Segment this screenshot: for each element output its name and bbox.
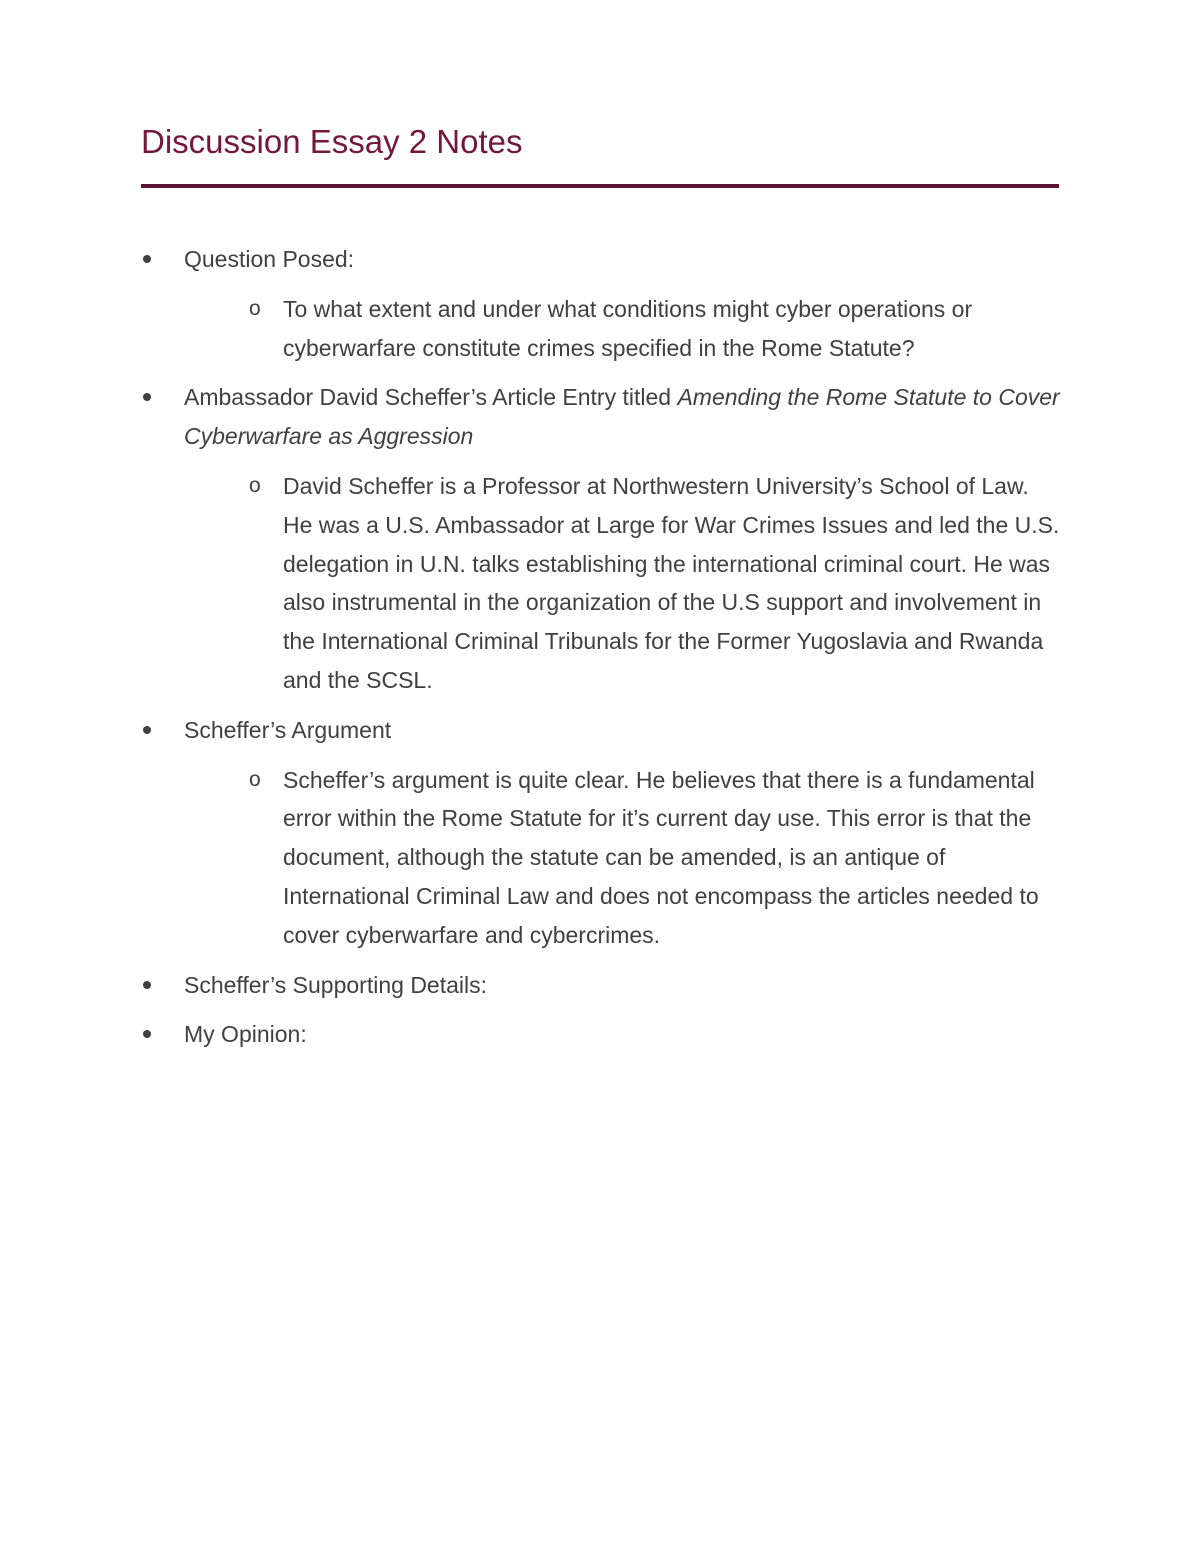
circle-bullet-icon: o [249, 767, 261, 791]
bullet-item-my-opinion [141, 1015, 1061, 1054]
bullet-label: My Opinion: [184, 1021, 307, 1048]
bullet-label: Question Posed: [184, 246, 355, 272]
bullet-dot-icon [143, 1030, 151, 1038]
circle-bullet-icon: o [249, 473, 261, 497]
bullet-label: Scheffer’s Argument [184, 716, 392, 743]
sub-item-question-text [240, 290, 1061, 368]
sub-item-author-bio [240, 467, 1061, 700]
bullet-label: Scheffer’s Supporting Details: [184, 971, 488, 998]
bullet-item-argument [141, 711, 1061, 750]
bullet-item-article-entry [141, 378, 1061, 456]
bullet-item-supporting-details [141, 966, 1061, 1005]
sub-item-text: Scheffer’s argument is quite clear. He believes that there is a fundamental error within the Rome Statute for it’s current day use. This error is that the document, although the statute can be amended, is an antique of International Criminal Law and does not encompass the articles needed to cover cyberwarfare and cybercrimes. [283, 766, 1039, 948]
bullet-dot-icon [143, 393, 151, 401]
bullet-dot-icon [143, 981, 151, 989]
title-underline [141, 184, 1059, 188]
sub-item-text: David Scheffer is a Professor at Northwestern University’s School of Law. He was a U.S. Ambassador at Large for War Crimes Issues and led the U.S. delegation in U.N. talks establishing the international criminal court. He was also instrumental in the organization of the U.S support and involvement in the International Criminal Tribunals for the Former Yugoslavia and Rwanda and the SCSL. [283, 472, 1060, 693]
notes-list [141, 240, 1061, 1065]
bullet-item-question-posed [141, 240, 1061, 279]
circle-bullet-icon: o [249, 296, 261, 320]
bullet-dot-icon [143, 726, 151, 734]
article-title: Amending the Rome Statute to Cover Cyberwarfare as Aggression [184, 384, 1060, 450]
sub-item-text: To what extent and under what conditions might cyber operations or cyberwarfare constitute crimes specified in the Rome Statute? [283, 295, 973, 361]
document-title: Discussion Essay 2 Notes [141, 123, 523, 160]
sub-item-argument-text [240, 761, 1061, 955]
bullet-dot-icon [143, 255, 151, 263]
bullet-label: Ambassador David Scheffer’s Article Entry titled [184, 384, 678, 411]
